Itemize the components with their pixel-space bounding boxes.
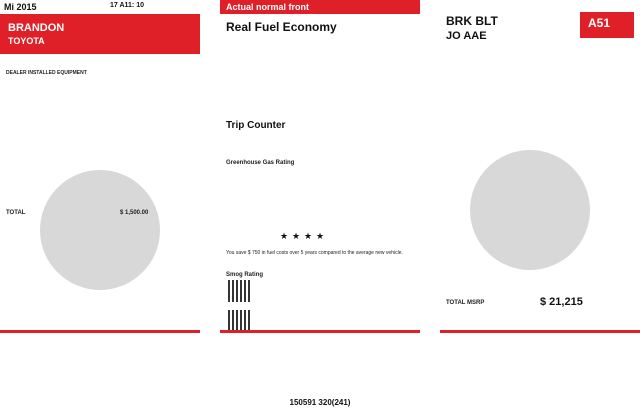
left-watermark [40,170,160,290]
right-window-sticker [440,0,640,414]
left-window-sticker [0,0,200,414]
right-header: BRK BLT [446,14,498,28]
left-dealer: BRANDON [8,22,65,34]
left-price-label: TOTAL [6,210,26,216]
middle-banner: Actual normal front [226,2,310,12]
left-divider [0,330,200,333]
star-2: ★ [292,232,301,242]
qr-code-2 [228,310,250,332]
left-line1: TOYOTA [8,36,45,46]
qr-code-1 [228,280,250,302]
left-header: Mi 2015 [4,2,37,12]
right-divider [440,330,640,333]
right-watermark [470,150,590,270]
right-msrp: $ 21,215 [540,296,583,308]
right-sub: JO AAE [446,30,487,42]
footer-code: 150591 320(241) [289,398,351,407]
middle-window-sticker [220,0,420,414]
middle-title: Real Fuel Economy [226,20,337,34]
left-section: DEALER INSTALLED EQUIPMENT [6,70,87,76]
left-offer: 17 A11: 10 [110,2,144,9]
star-3: ★ [304,232,313,242]
middle-body: You save $ 750 in fuel costs over 5 years compared to the average new vehicle. [226,250,403,256]
middle-smog: Smog Rating [226,272,263,278]
right-msrp-label: TOTAL MSRP [446,300,485,306]
left-price: $ 1,500.00 [120,210,149,216]
middle-tagline: Trip Counter [226,120,286,131]
left-red-band [0,14,200,54]
star-4: ★ [316,232,325,242]
star-1: ★ [280,232,289,242]
middle-rating: Greenhouse Gas Rating [226,160,295,166]
middle-divider [220,330,420,333]
right-badge: A51 [588,16,611,30]
